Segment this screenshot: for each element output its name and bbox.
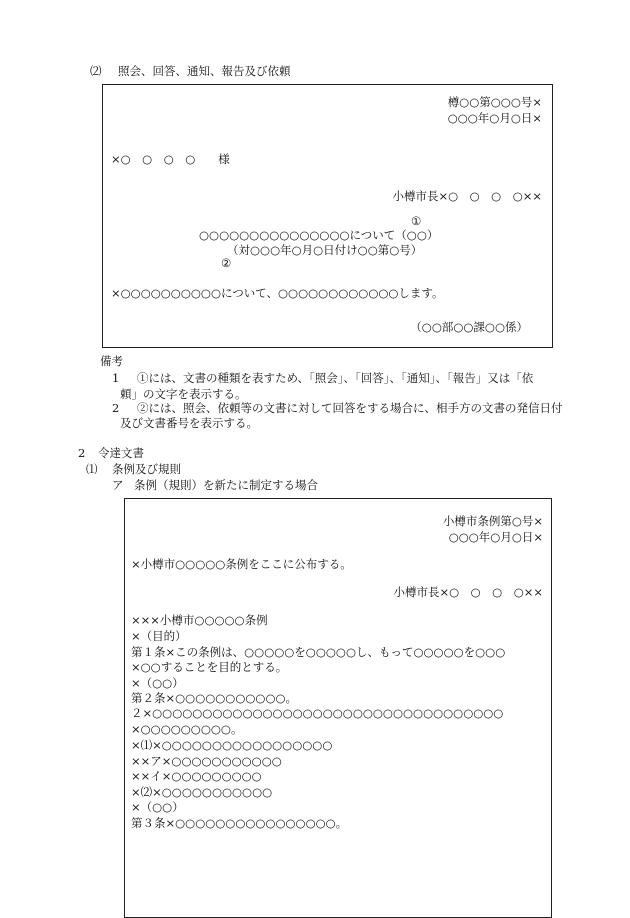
ordinance-line: 第２条×○○○○○○○○○○○。 (131, 691, 298, 705)
form-example-box (102, 84, 553, 348)
document-number: 樽○○第○○○号× (447, 95, 542, 109)
ordinance-date: ○○○年○月○日× (448, 530, 543, 544)
remark-1-line-1: ①には、文書の種類を表すため、「照会」、「回答」、「通知」、「報告」又は「依 (137, 371, 534, 385)
remark-2-line-1: ②には、照会、依頼等の文書に対して回答をする場合に、相手方の文書の発信日付 (137, 401, 563, 415)
remark-1-line-2: 頼」の文字を表示する。 (120, 387, 247, 401)
ordinance-line: ×（目的） (131, 629, 187, 643)
subsection-number: ⑴ (86, 462, 98, 476)
ordinance-line: ×××小樽市○○○○○条例 (131, 613, 268, 627)
ordinance-line: ×○○することを目的とする。 (131, 660, 288, 674)
ordinance-line: ××ア×○○○○○○○○○○○ (131, 754, 282, 768)
ordinance-line: ×（○○） (131, 800, 184, 814)
addressee: ×○ ○ ○ ○ 様 (111, 152, 230, 166)
section-number: ⑵ (90, 64, 102, 78)
ordinance-line: ×⑵×○○○○○○○○○○○ (131, 785, 273, 799)
section-2-title: 令達文書 (98, 446, 144, 460)
item-title: 条例（規則）を新たに制定する場合 (134, 478, 318, 492)
marker-1: ① (411, 214, 422, 228)
ordinance-number: 小樽市条例第○号× (442, 514, 543, 528)
subsection-title: 条例及び規則 (112, 462, 181, 476)
reference-line: （対○○○年○月○日付け○○第○号） (227, 243, 423, 257)
body-text: ×○○○○○○○○○○について、○○○○○○○○○○○○します。 (111, 286, 444, 300)
ordinance-line: 第１条×この条例は、○○○○○を○○○○○し、もって○○○○○を○○○ (131, 645, 506, 659)
marker-2: ② (221, 256, 232, 270)
ordinance-line: ×（○○） (131, 676, 184, 690)
sender-name: 小樽市長×○ ○ ○ ○×× (392, 189, 542, 203)
ordinance-example-box (124, 498, 552, 918)
remark-1-number: 1 (112, 371, 120, 385)
ordinance-line: ××イ×○○○○○○○○○ (131, 769, 262, 783)
remark-2-number: 2 (112, 401, 120, 415)
subject-line: ○○○○○○○○○○○○○○○について（○○） (199, 228, 439, 242)
ordinance-line: ２×○○○○○○○○○○○○○○○○○○○○○○○○○○○○○○○○○○○ (131, 706, 504, 720)
contact-line: （○○部○○課○○係） (410, 320, 528, 334)
ordinance-line: 第３条×○○○○○○○○○○○○○○○○。 (131, 816, 348, 830)
item-number: ア (112, 478, 124, 492)
remarks-title: 備考 (100, 354, 123, 368)
document-date: ○○○年○月○日× (447, 111, 542, 125)
mayor-name: 小樽市長×○ ○ ○ ○×× (393, 585, 543, 599)
ordinance-line: ×⑴×○○○○○○○○○○○○○○○○○ (131, 738, 333, 752)
section-2-number: 2 (78, 446, 86, 460)
remark-2-line-2: 及び文書番号を表示する。 (120, 416, 258, 430)
ordinance-line: ×○○○○○○○○○。 (131, 722, 243, 736)
section-title: 照会、回答、通知、報告及び依頼 (118, 64, 291, 78)
promulgation-text: ×小樽市○○○○○条例をここに公布する。 (131, 557, 352, 571)
